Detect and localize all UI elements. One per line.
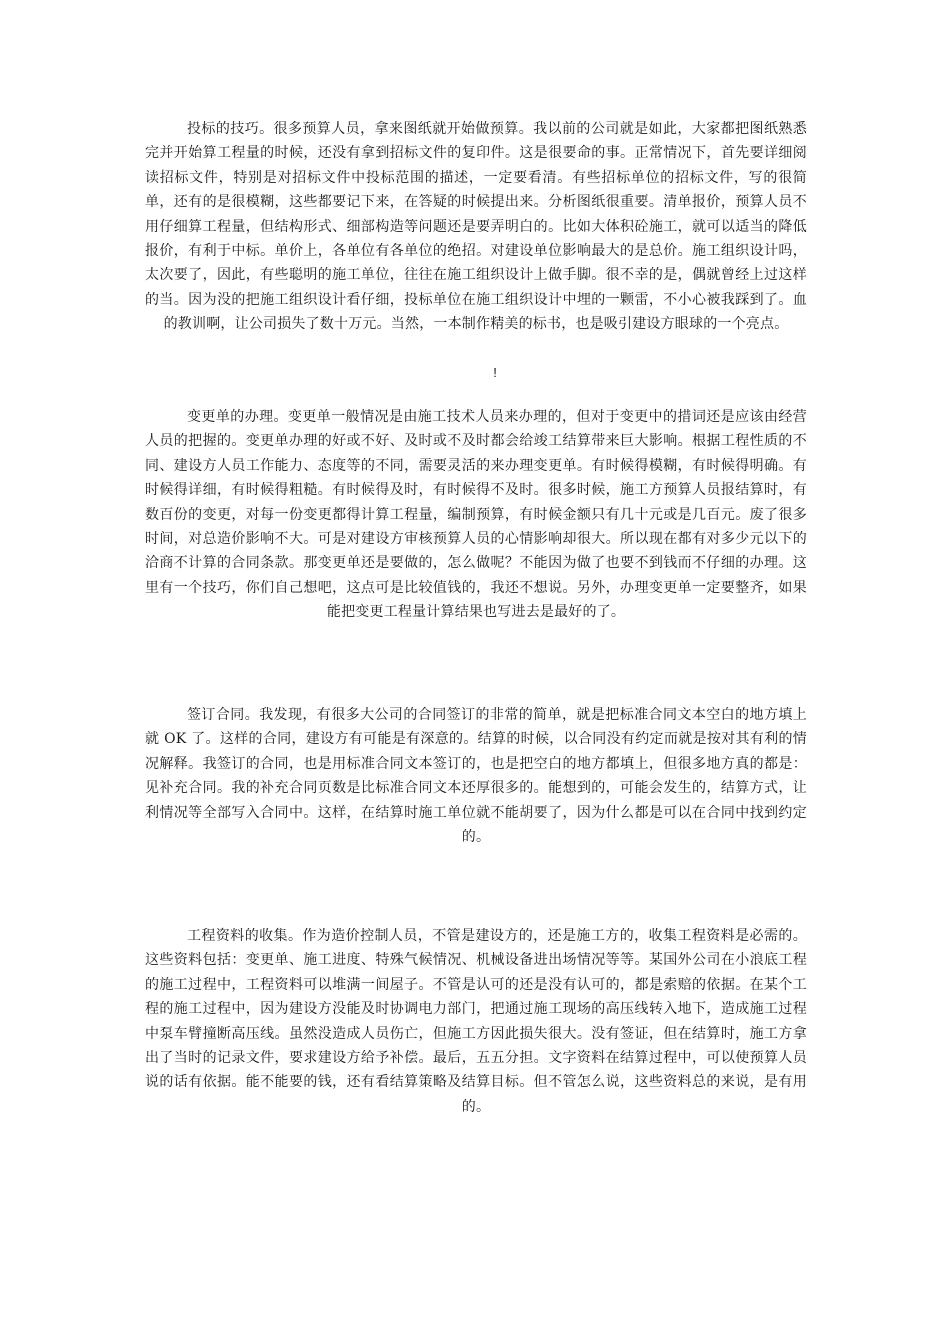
separator-mark: ! xyxy=(493,365,497,380)
paragraph-project-records: 工程资料的收集。作为造价控制人员，不管是建设方的，还是施工方的，收集工程资料是必需的。这些资料包括：变更单、施工进度、特殊气候情况、机械设备进出场情况等等。某国外公司在小浪底工程的施工过程中，工程资料可以堆满一间屋子。不管是认可的还是没有认可的，都是索赔的依据。在某个工程的施工过程中，因为建设方没能及时协调电力部门，把通过施工现场的高压线转入地下，造成施工过程中泵车臂撞断高压线。虽然没造成人员伤亡，但施工方因此损失很大。没有签证，但在结算时，施工方拿出了当时的记录文件，要求建设方给予补偿。最后，五五分担。文字资料在结算过程中，可以使预算人员说的话有依据。能不能要的钱，还有看结算策略及结算目标。但不管怎么说，这些资料总的来说，是有用的。 xyxy=(145,928,807,1115)
paragraph-change-orders: 变更单的办理。变更单一般情况是由施工技术人员来办理的，但对于变更中的措词还是应该由经营人员的把握的。变更单办理的好或不好、及时或不及时都会给竣工结算带来巨大影响。根据工程性质的不同、建设方人员工作能力、态度等的不同，需要灵活的来办理变更单。有时候得模糊，有时候得明确。有时候得详细，有时候得粗糙。有时候得及时，有时候得不及时。很多时候，施工方预算人员报结算时，有数百份的变更，对每一份变更都得计算工程量，编制预算，有时候金额只有几十元或是几百元。废了很多时间，对总造价影响不大。可是对建设方审核预算人员的心情影响却很大。所以现在都有对多少元以下的洽商不计算的合同条款。那变更单还是要做的，怎么做呢？不能因为做了也要不到钱而不仔细的办理。这里有一个技巧，你们自己想吧，这点可是比较值钱的，我还不想说。另外，办理变更单一定要整齐，如果能把变更工程量计算结果也写进去是最好的了。 xyxy=(145,409,807,621)
paragraph-bidding-tips: 投标的技巧。很多预算人员，拿来图纸就开始做预算。我以前的公司就是如此，大家都把图纸熟悉完并开始算工程量的时候，还没有拿到招标文件的复印件。这是很要命的事。正常情况下，首先要详细阅读招标文件，特别是对招标文件中投标范围的描述，一定要看清。有些招标单位的招标文件，写的很简单，还有的是很模糊，这些都要记下来，在答疑的时候提出来。分析图纸很重要。清单报价，预算人员不用仔细算工程量，但结构形式、细部构造等问题还是要弄明白的。比如大体积砼施工，就可以适当的降低报价，有利于中标。单价上，各单位有各单位的绝招。对建设单位影响最大的是总价。施工组织设计吗，太次要了，因此，有些聪明的施工单位，往往在施工组织设计上做手脚。很不幸的是，偶就曾经上过这样的当。因为没的把施工组织设计看仔细，投标单位在施工组织设计中埋的一颗雷，不小心被我踩到了。血的教训啊，让公司损失了数十万元。当然，一本制作精美的标书，也是吸引建设方眼球的一个亮点。 xyxy=(145,121,807,333)
paragraph-contract-signing: 签订合同。我发现，有很多大公司的合同签订的非常的简单，就是把标准合同文本空白的地方填上就 OK 了。这样的合同，建设方有可能是有深意的。结算的时候，以合同没有约定而就是按对其有利的情况解释。我签订的合同，也是用标准合同文本签订的，也是把空白的地方都填上，但很多地方真的都是：见补充合同。我的补充合同页数是比标准合同文本还厚很多的。能想到的，可能会发生的，结算方式，让利情况等全部写入合同中。这样，在结算时施工单位就不能胡要了，因为什么都是可以在合同中找到约定的。 xyxy=(145,707,807,846)
